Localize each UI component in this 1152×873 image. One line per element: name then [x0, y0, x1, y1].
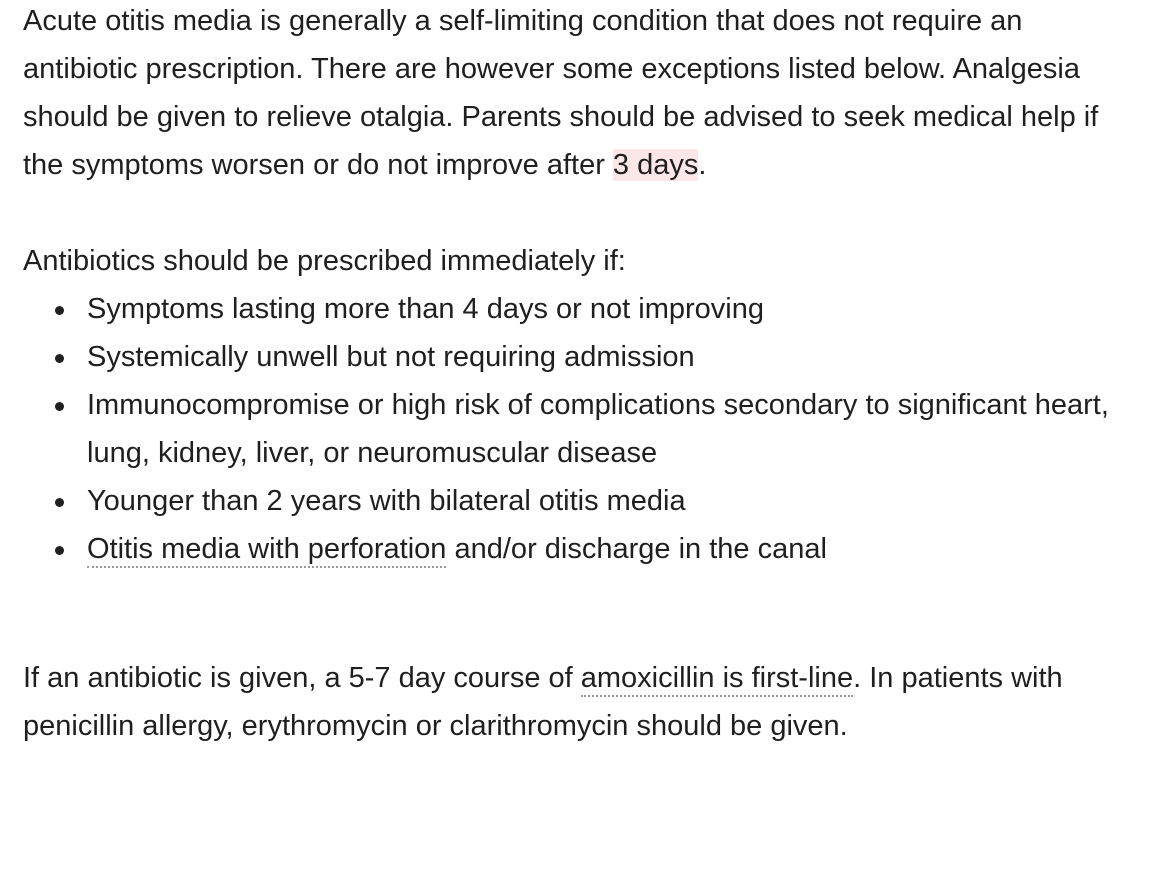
paragraph-text-end: . — [698, 149, 707, 181]
perforation-link[interactable]: Otitis media with perforation — [87, 533, 446, 568]
list-item: Younger than 2 years with bilateral otitis media — [87, 477, 1133, 525]
list-item — [87, 525, 1133, 573]
highlighted-duration[interactable]: 3 days — [612, 149, 699, 181]
list-item: Immunocompromise or high risk of complications secondary to significant heart, lung, kidney, liver, or neuromuscular disease — [87, 381, 1133, 477]
amoxicillin-link[interactable]: amoxicillin is first-line — [581, 662, 853, 697]
paragraph-text: Acute otitis media is generally a self-limiting condition that does not require an antibiotic prescription. There are however some exceptions listed below. Analgesia should be given to relieve otalgia. Parents should be advised to seek medical help if the symptoms worsen or do not improve after — [23, 5, 1099, 181]
paragraph-antibiotic-choice — [23, 654, 1133, 750]
criteria-list — [23, 285, 1133, 573]
list-item: Systemically unwell but not requiring admission — [87, 333, 1133, 381]
paragraph-management — [23, 0, 1133, 189]
criteria-intro: Antibiotics should be prescribed immediately if: — [23, 245, 626, 277]
list-item: Symptoms lasting more than 4 days or not improving — [87, 285, 1133, 333]
list-item-rest: and/or discharge in the canal — [446, 533, 827, 565]
paragraph-text-end: . In patients with penicillin allergy, erythromycin or clarithromycin should be given. — [23, 662, 1063, 742]
paragraph-text: If an antibiotic is given, a 5-7 day course of — [23, 662, 581, 694]
